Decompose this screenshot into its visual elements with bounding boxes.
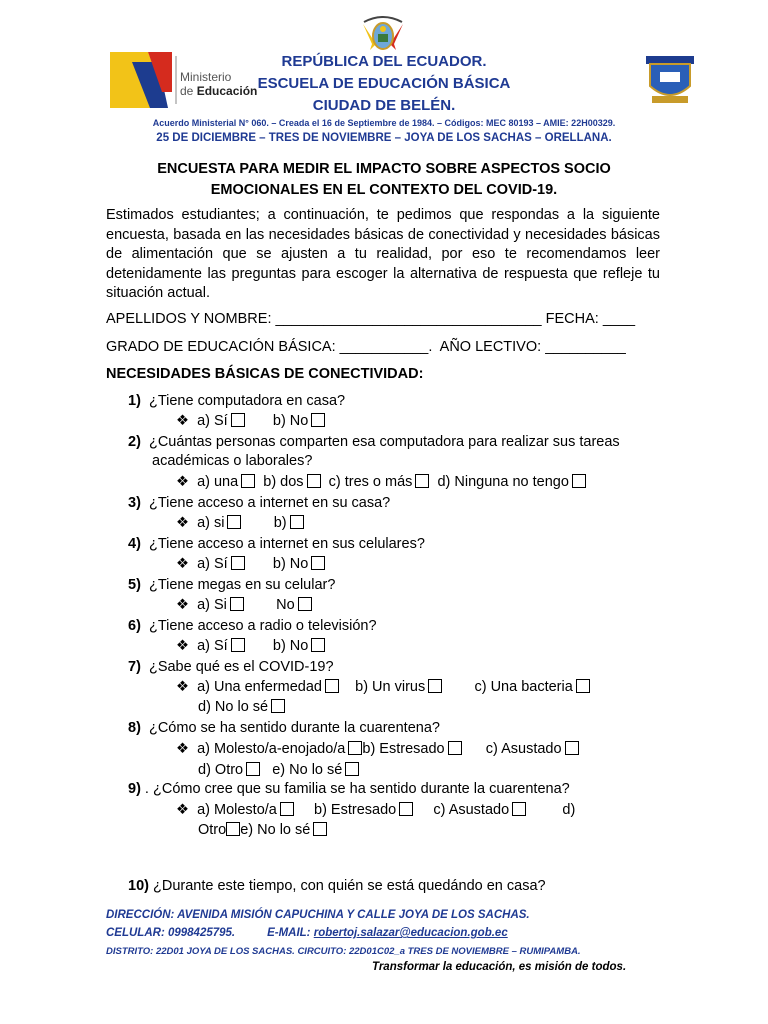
header-country: REPÚBLICA DEL ECUADOR.	[281, 53, 487, 70]
checkbox[interactable]	[565, 741, 579, 755]
checkbox[interactable]	[231, 413, 245, 427]
q8-options-2: d) Otro e) No lo sé	[198, 762, 359, 778]
name-date-field[interactable]: APELLIDOS Y NOMBRE: _________________________________ FECHA: ____	[106, 311, 636, 327]
checkbox[interactable]	[311, 413, 325, 427]
question-2: 2) ¿Cuántas personas comparten esa computadora para realizar sus tareas	[128, 434, 620, 450]
q7-option-d: d) No lo sé	[198, 699, 285, 715]
q2-options: ❖ a) una b) dos c) tres o más d) Ninguna no tengo	[176, 474, 586, 490]
checkbox[interactable]	[415, 474, 429, 488]
checkbox[interactable]	[290, 515, 304, 529]
checkbox[interactable]	[512, 802, 526, 816]
checkbox[interactable]	[231, 638, 245, 652]
checkbox[interactable]	[246, 762, 260, 776]
checkbox[interactable]	[241, 474, 255, 488]
footer-contact: CELULAR: 0998425795. E-MAIL: robertoj.salazar@educacion.gob.ec	[106, 927, 508, 939]
bullet-icon: ❖	[176, 413, 189, 429]
question-2-cont: académicas o laborales?	[152, 453, 313, 469]
question-6: 6) ¿Tiene acceso a radio o televisión?	[128, 618, 377, 634]
checkbox[interactable]	[428, 679, 442, 693]
checkbox[interactable]	[227, 515, 241, 529]
section-title: NECESIDADES BÁSICAS DE CONECTIVIDAD:	[106, 366, 424, 382]
footer-district: DISTRITO: 22D01 JOYA DE LOS SACHAS. CIRCUITO: 22D01C02_a TRES DE NOVIEMBRE – RUMIPAMBA.	[106, 946, 581, 957]
question-9: 9) . ¿Cómo cree que su familia se ha sentido durante la cuarentena?	[128, 781, 570, 797]
coat-of-arms-icon	[360, 14, 406, 54]
footer-address: DIRECCIÓN: AVENIDA MISIÓN CAPUCHINA Y CALLE JOYA DE LOS SACHAS.	[106, 909, 530, 921]
q3-options: ❖ a) si b)	[176, 515, 304, 531]
checkbox[interactable]	[307, 474, 321, 488]
question-3: 3) ¿Tiene acceso a internet en su casa?	[128, 495, 391, 511]
grade-year-field[interactable]: GRADO DE EDUCACIÓN BÁSICA: ___________. AÑO LECTIVO: __________	[106, 339, 626, 355]
q9-options: ❖ a) Molesto/a b) Estresado c) Asustado d)	[176, 802, 576, 818]
question-5: 5) ¿Tiene megas en su celular?	[128, 577, 336, 593]
question-4: 4) ¿Tiene acceso a internet en sus celulares?	[128, 536, 425, 552]
checkbox[interactable]	[313, 822, 327, 836]
checkbox[interactable]	[399, 802, 413, 816]
q1-options: ❖ a) Sí b) No	[176, 413, 325, 429]
footer-slogan: Transformar la educación, es misión de todos.	[372, 961, 627, 973]
q7-options: ❖ a) Una enfermedad b) Un virus c) Una bacteria	[176, 679, 590, 695]
q4-options: ❖ a) Sí b) No	[176, 556, 325, 572]
intro-paragraph: Estimados estudiantes; a continuación, te pedimos que respondas a la siguiente encuesta, basada en las necesidades básicas de conectividad y necesidades básicas de alimentación que se ajusten a tu realidad, por eso te recomendamos leer detenidamente las preguntas para escoger la alternativa de respuesta que refleje tu situación actual.	[106, 207, 660, 301]
checkbox[interactable]	[226, 822, 240, 836]
question-10: 10) ¿Durante este tiempo, con quién se está quedándo en casa?	[128, 878, 546, 894]
header-legal: Acuerdo Ministerial N° 060. – Creada el 16 de Septiembre de 1984. – Códigos: MEC 80193 – AMIE: 22H00329.	[152, 118, 616, 128]
checkbox[interactable]	[576, 679, 590, 693]
checkbox[interactable]	[345, 762, 359, 776]
checkbox[interactable]	[230, 597, 244, 611]
question-7: 7) ¿Sabe qué es el COVID-19?	[128, 659, 334, 675]
checkbox[interactable]	[448, 741, 462, 755]
q6-options: ❖ a) Sí b) No	[176, 638, 325, 654]
checkbox[interactable]	[231, 556, 245, 570]
checkbox[interactable]	[311, 556, 325, 570]
checkbox[interactable]	[348, 741, 362, 755]
q5-options: ❖ a) Si No	[176, 597, 312, 613]
header-school: ESCUELA DE EDUCACIÓN BÁSICA	[257, 75, 511, 92]
header-city: CIUDAD DE BELÉN.	[312, 97, 456, 114]
q8-options: ❖ a) Molesto/a-enojado/a b) Estresado c) Asustado	[176, 741, 579, 757]
header-address: 25 DE DICIEMBRE – TRES DE NOVIEMBRE – JOYA DE LOS SACHAS – ORELLANA.	[156, 132, 612, 144]
checkbox[interactable]	[325, 679, 339, 693]
checkbox[interactable]	[298, 597, 312, 611]
question-8: 8) ¿Cómo se ha sentido durante la cuarentena?	[128, 720, 440, 736]
ministry-name-line2: de Educación	[180, 84, 258, 98]
checkbox[interactable]	[311, 638, 325, 652]
checkbox[interactable]	[280, 802, 294, 816]
checkbox[interactable]	[572, 474, 586, 488]
survey-title-line1: ENCUESTA PARA MEDIR EL IMPACTO SOBRE ASPECTOS SOCIO	[157, 161, 611, 177]
question-1: 1) ¿Tiene computadora en casa?	[128, 393, 346, 409]
q9-options-2: Otro e) No lo sé	[198, 822, 327, 838]
ministry-name-line1: Ministerio	[180, 70, 232, 84]
survey-title-line2: EMOCIONALES EN EL CONTEXTO DEL COVID-19.	[210, 182, 558, 198]
checkbox[interactable]	[271, 699, 285, 713]
email-link[interactable]: robertoj.salazar@educacion.gob.ec	[313, 927, 508, 939]
